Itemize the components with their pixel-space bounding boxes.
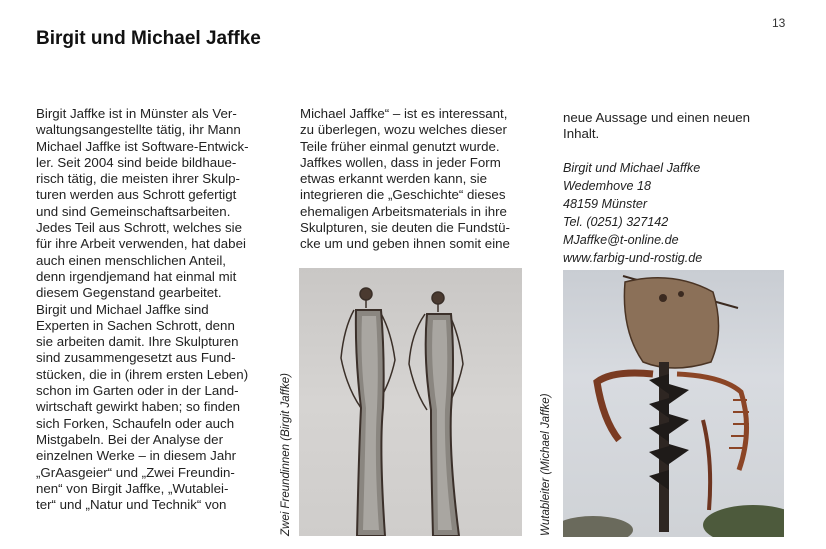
column-1-text-line: waltungsangestellte tätig, ihr Mann	[36, 122, 241, 138]
column-1-text-line: denn irgendjemand hat einmal mit	[36, 268, 237, 284]
column-1-text-line: sich Forken, Schaufeln oder auch	[36, 415, 235, 431]
column-2-text-line: Jaffkes wollen, dass in jeder Form	[300, 154, 501, 170]
column-1-text-line: Experten in Sachen Schrott, denn	[36, 317, 235, 333]
article-column-2	[300, 106, 522, 253]
column-1-text-line: ter“ und „Natur und Technik“ von	[36, 497, 227, 513]
column-2-text-line: integrieren die „Geschichte“ dieses	[300, 187, 506, 203]
column-1-text-line: diesem Gegenstand gearbeitet.	[36, 285, 222, 301]
page-number: 13	[772, 16, 786, 30]
column-1-text-line: nen“ von Birgit Jaffke, „Wutablei-	[36, 480, 229, 496]
contact-street: Wedemhove 18	[563, 178, 651, 193]
contact-website: www.farbig-und-rostig.de	[563, 250, 703, 265]
column-2-text-line: Teile früher einmal genutzt wurde.	[300, 138, 500, 154]
column-1-text-line: Birgit und Michael Jaffke sind	[36, 301, 209, 317]
column-1-text-line: „GrAasgeier“ und „Zwei Freundin-	[36, 464, 235, 480]
column-1-text-line: einzelnen Werke – in diesem Jahr	[36, 448, 237, 464]
column-1-text-line: wirtschaft gewirkt haben; so finden	[36, 399, 240, 415]
column-1-text-line: und sind Gemeinschaftsarbeiten.	[36, 203, 231, 219]
column-2-text-line: Michael Jaffke“ – ist es interessant,	[300, 106, 508, 121]
contact-city: 48159 Münster	[563, 196, 648, 211]
column-1-text-line: stücken, die in (ihrem ersten Leben)	[36, 366, 249, 382]
column-1-text-line: Birgit Jaffke ist in Münster als Ver-	[36, 106, 237, 121]
column-2-text-line: Skulpturen, sie deuten die Fundstü-	[300, 220, 510, 236]
contact-email: MJaffke@t-online.de	[563, 232, 679, 247]
column-1-text-line: Mistgabeln. Bei der Analyse der	[36, 431, 224, 447]
column-1-text-line: Jedes Teil aus Schrott, welches sie	[36, 220, 242, 236]
column-1-text-line: risch tätig, die meisten ihrer Skulp-	[36, 171, 240, 187]
contact-block	[563, 159, 785, 267]
column-2-text-line: etwas erkannt werden kann, sie	[300, 171, 488, 187]
photo-zwei-freundinnen	[299, 268, 522, 536]
column-1-text-line: sie arbeiten damit. Ihre Skulpturen	[36, 334, 239, 350]
column-2-text-line: cke um und geben ihnen somit eine	[300, 236, 510, 252]
column-1-text-line: ler. Seit 2004 sind beide bildhaue-	[36, 154, 237, 170]
photo-caption-zwei-freundinnen: Zwei Freundinnen (Birgit Jaffke)	[280, 373, 292, 536]
column-1-text-line: schon im Garten oder in der Land-	[36, 383, 239, 399]
column-2-text-line: ehemaligen Arbeitsmaterials in ihre	[300, 203, 507, 219]
column-1-text-line: sind zusammengesetzt aus Fund-	[36, 350, 236, 366]
photo-caption-wutableiter: Wutableiter (Michael Jaffke)	[540, 393, 552, 536]
contact-phone: Tel. (0251) 327142	[563, 214, 669, 229]
column-1-text-line: turen werden aus Schrott gefertigt	[36, 187, 237, 203]
column-1-text-line: auch einen menschlichen Anteil,	[36, 252, 226, 268]
article-column-1	[36, 106, 262, 513]
contact-name: Birgit und Michael Jaffke	[563, 160, 701, 175]
column-1-text-line: Michael Jaffke ist Software-Entwick-	[36, 138, 249, 154]
article-column-3	[563, 110, 785, 267]
column-2-text-line: zu überlegen, wozu welches dieser	[300, 122, 507, 138]
column-3-text-line: Inhalt.	[563, 126, 600, 142]
column-1-text-line: für ihre Arbeit verwenden, hat dabei	[36, 236, 246, 252]
page-title: Birgit und Michael Jaffke	[36, 28, 261, 49]
column-3-text-line: neue Aussage und einen neuen	[563, 110, 751, 125]
photo-wutableiter	[563, 270, 784, 537]
